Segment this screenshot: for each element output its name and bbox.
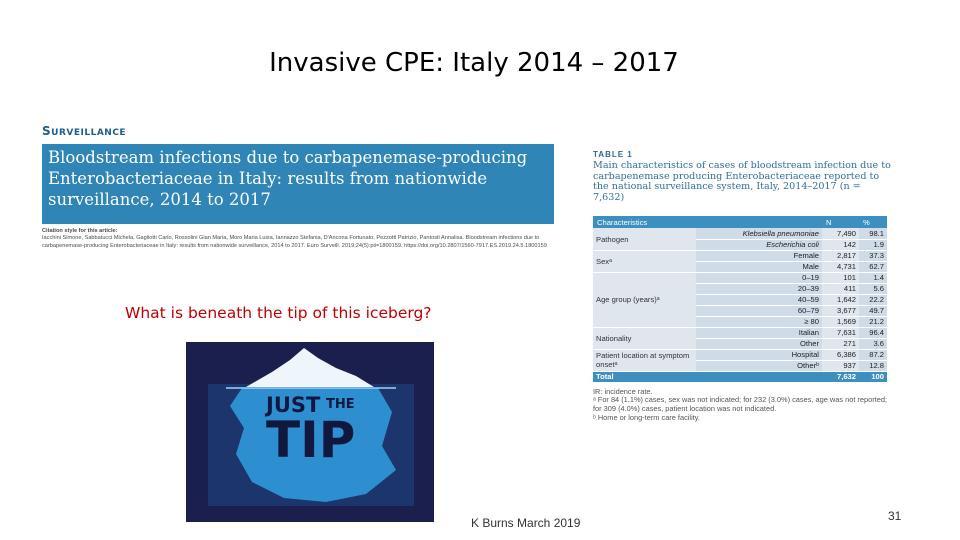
table-title: Main characteristics of cases of bloodstream infection due to carbapenemase producing Enterobacteriaceae reported to the national surveillance system, Italy, 2014–2017 (n = 7,632) [593,160,891,203]
percent-cell: 37.3 [859,250,887,261]
article-headline: Bloodstream infections due to carbapenemase-producing Enterobacteriaceae in Italy: results from nationwide surveillance, 2014 to 2017 [42,144,554,224]
total-label: Total [593,371,822,382]
count-cell: 3,677 [822,305,859,316]
subcategory-cell: 40–59 [696,294,822,305]
category-cell: Pathogen [593,228,696,250]
table-note: ᵇ Home or long-term care facility. [593,412,700,422]
count-cell: 411 [822,283,859,294]
count-cell: 6,386 [822,349,859,360]
subcategory-cell: ≥ 80 [696,316,822,327]
subcategory-cell: Female [696,250,822,261]
subcategory-cell: 0–19 [696,272,822,283]
table-total-row [593,371,887,382]
table-header-row [593,216,887,228]
header-pct: % [859,216,887,228]
count-cell: 271 [822,338,859,349]
table-notes [593,388,893,422]
subcategory-cell: Otherᵇ [696,360,822,371]
iceberg-image [186,342,434,522]
count-cell: 937 [822,360,859,371]
percent-cell: 22.2 [859,294,887,305]
table-label: TABLE 1 [593,150,633,159]
count-cell: 101 [822,272,859,283]
table-clipping [593,150,893,472]
count-cell: 2,817 [822,250,859,261]
category-cell: Sexᵃ [593,250,696,272]
category-cell: Nationality [593,327,696,349]
percent-cell: 1.4 [859,272,887,283]
characteristics-table [593,216,887,383]
count-cell: 142 [822,239,859,250]
iceberg-text-just: JUST [266,393,321,417]
iceberg-question: What is beneath the tip of this iceberg? [125,304,432,322]
table-row [593,272,887,283]
subcategory-cell: Italian [696,327,822,338]
count-cell: 7,490 [822,228,859,239]
percent-cell: 49.7 [859,305,887,316]
article-citation [42,228,554,250]
header-characteristics: Characteristics [593,216,696,228]
table-row [593,228,887,239]
count-cell: 1,642 [822,294,859,305]
iceberg-illustration [186,342,434,522]
footer-author: K Burns March 2019 [471,516,581,530]
category-cell: Patient location at symptom onsetᵃ [593,349,696,371]
category-cell: Age group (years)ᵃ [593,272,696,327]
percent-cell: 62.7 [859,261,887,272]
percent-cell: 96.4 [859,327,887,338]
citation-text: Iacchini Simone, Sabbatucci Michela, Gagliotti Carlo, Rossolini Gian Maria, Moro Maria Luisa, Iannazzo Stefania, D'Ancona Fortunato, Pezzotti Patrizio, Pantosti Annalisa. Bloodstream infections due to carbapenemase-producing Enterobacteriaceae in Italy: results from nationwide surveillance, 2014 to 2017. Euro Surveill. 2019;24(5):pii=1800159. https://doi.org/10.2807/1560-7917.ES.2019.24.5.1800159 [42,235,547,249]
article-clipping [42,124,554,264]
subcategory-cell: 60–79 [696,305,822,316]
percent-cell: 1.9 [859,239,887,250]
iceberg-text-tip: TIP [266,411,356,469]
percent-cell: 21.2 [859,316,887,327]
total-percent: 100 [859,371,887,382]
subcategory-cell: Hospital [696,349,822,360]
page-number: 31 [888,509,902,523]
table-note: IR: incidence rate. [593,386,653,396]
table-row [593,327,887,338]
count-cell: 4,731 [822,261,859,272]
section-label: SURVEILLANCE [42,124,127,138]
percent-cell: 87.2 [859,349,887,360]
subcategory-cell: Escherichia coli [696,239,822,250]
percent-cell: 5.6 [859,283,887,294]
subcategory-cell: 20–39 [696,283,822,294]
table-note: ᵃ For 84 (1.1%) cases, sex was not indicated; for 232 (3.0%) cases, age was not reported; for 309 (4.0%) cases, patient location was not indicated. [593,395,888,414]
percent-cell: 98.1 [859,228,887,239]
header-blank [696,216,822,228]
table-row [593,250,887,261]
subcategory-cell: Other [696,338,822,349]
percent-cell: 12.8 [859,360,887,371]
subcategory-cell: Male [696,261,822,272]
iceberg-text-the: THE [326,397,355,412]
header-n: N [822,216,859,228]
percent-cell: 3.6 [859,338,887,349]
total-count: 7,632 [822,371,859,382]
subcategory-cell: Klebsiella pneumoniae [696,228,822,239]
slide-title: Invasive CPE: Italy 2014 – 2017 [269,48,679,78]
count-cell: 7,631 [822,327,859,338]
table-row [593,349,887,360]
count-cell: 1,569 [822,316,859,327]
citation-label: Citation style for this article: [42,228,118,234]
